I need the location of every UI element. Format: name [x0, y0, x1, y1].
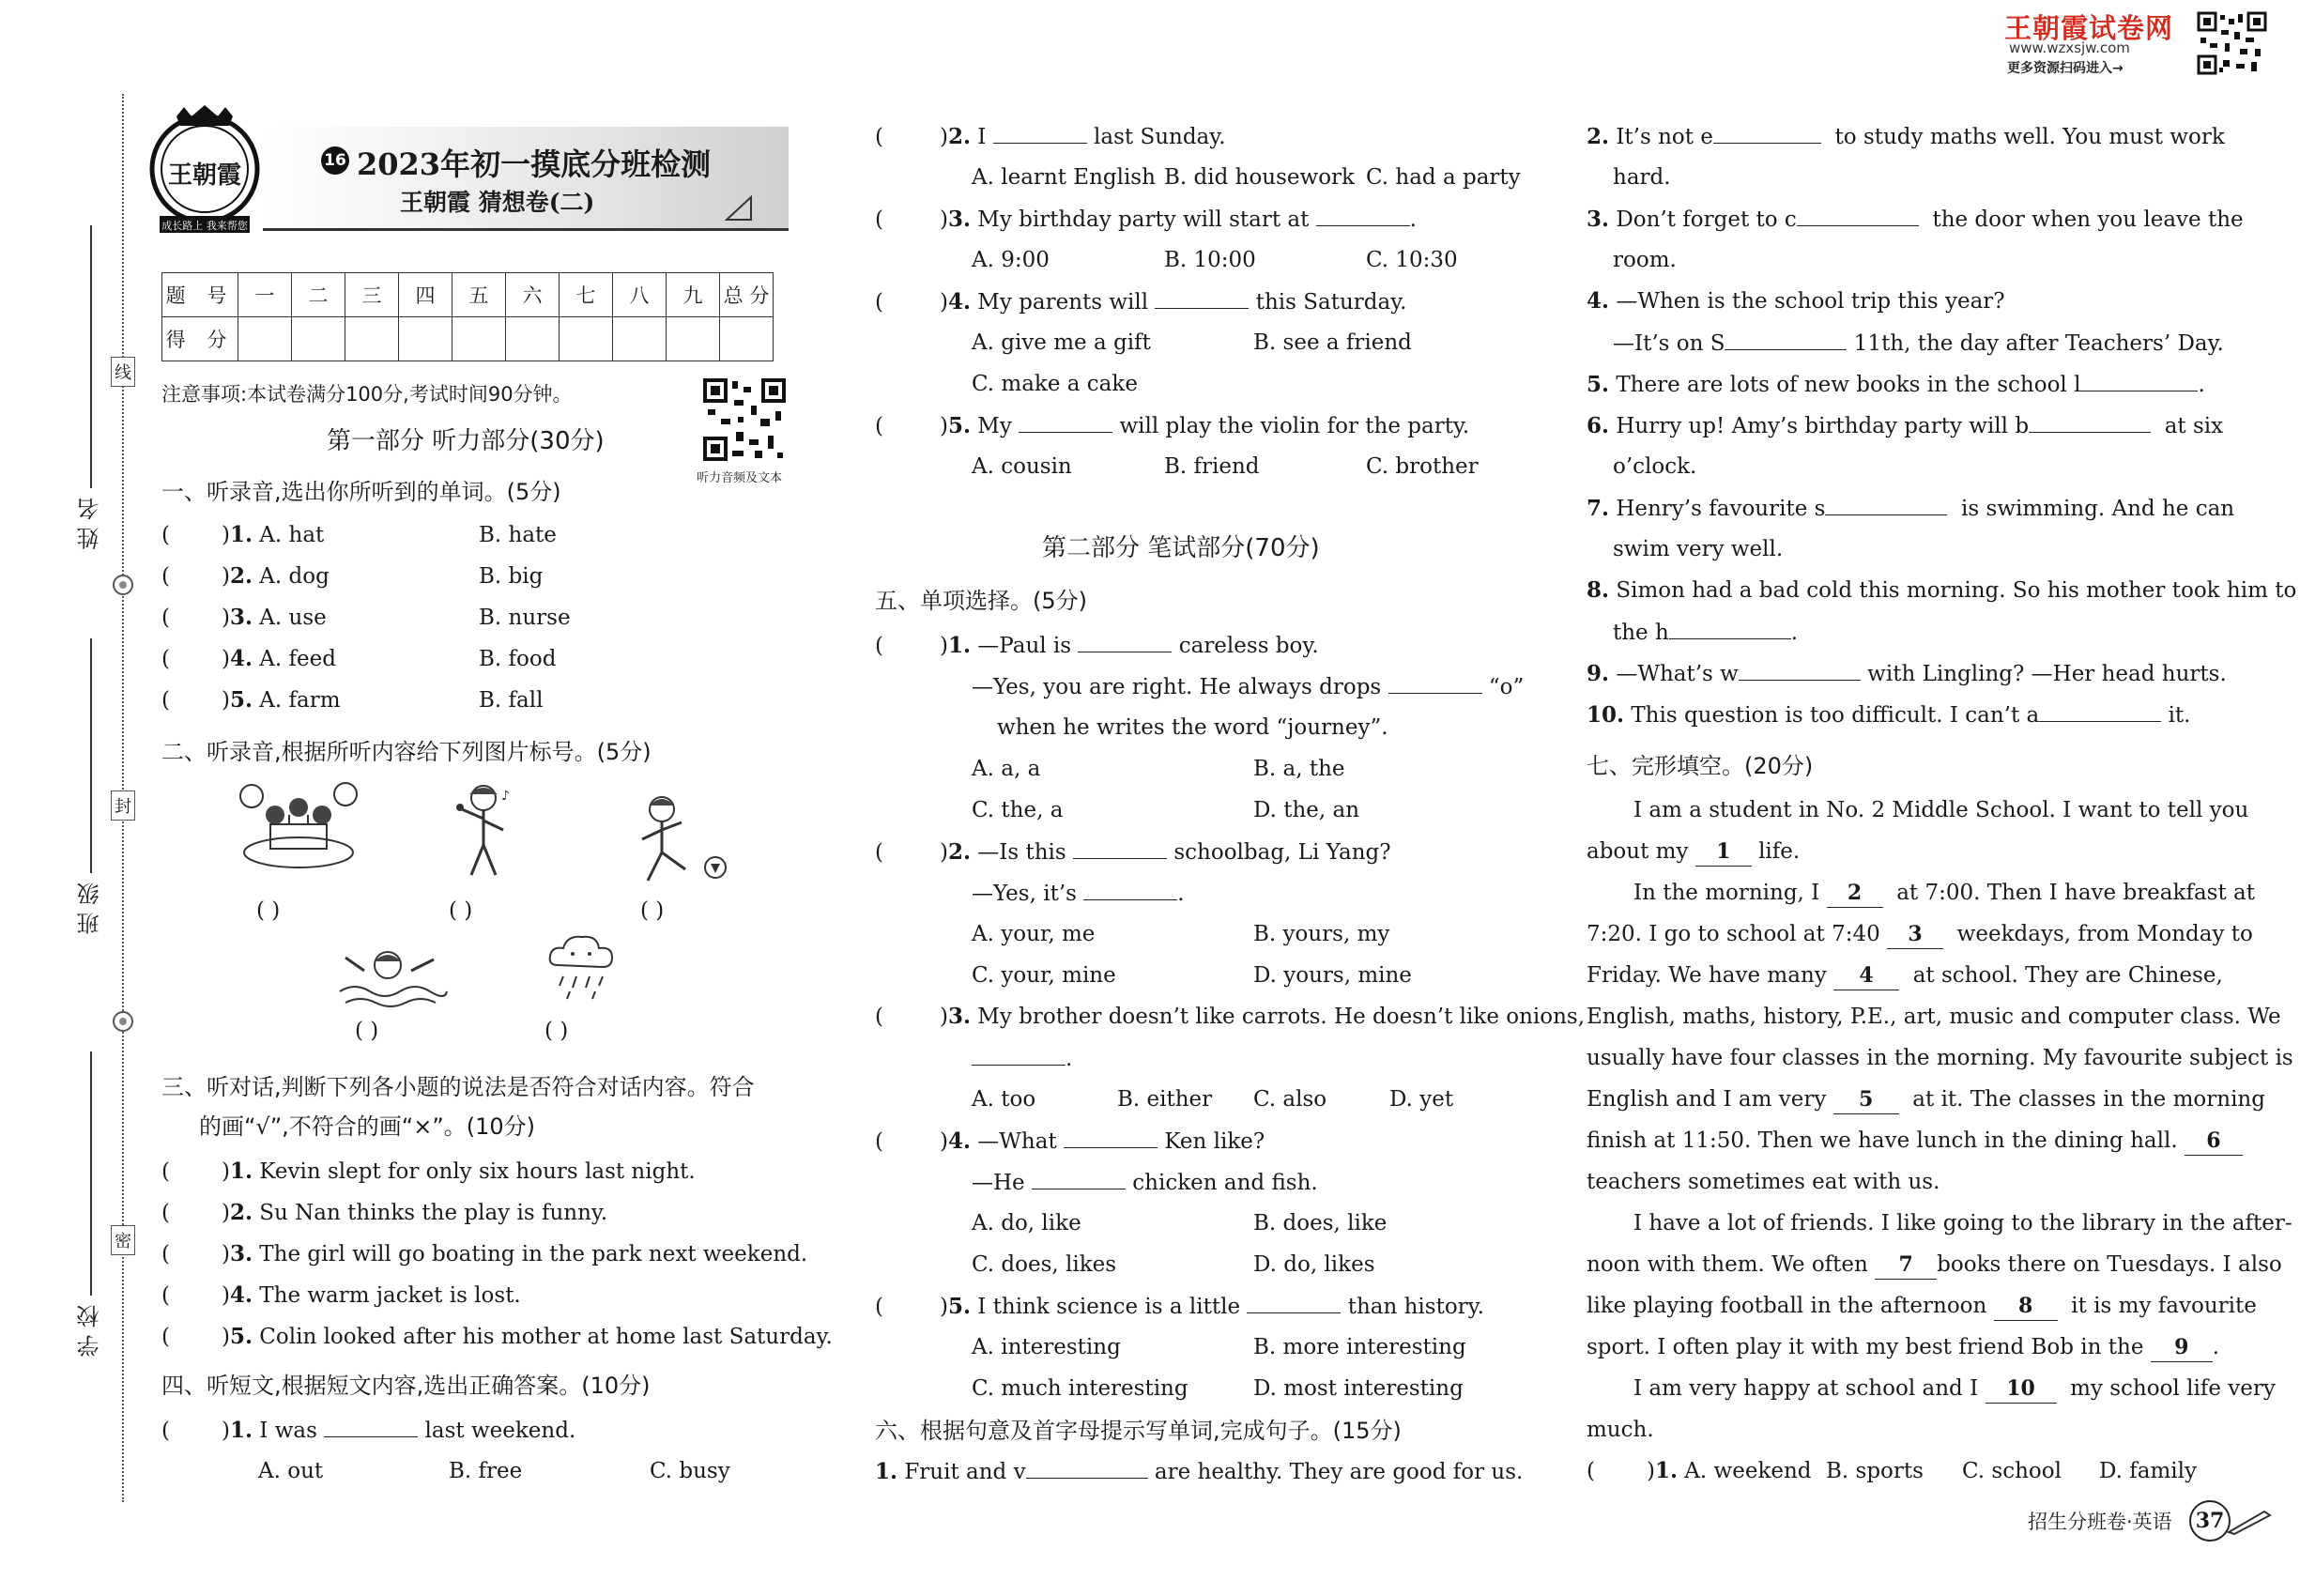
option-b: B. a, the	[1253, 757, 1345, 781]
cloze-line: teachers sometimes eat with us.	[1587, 1170, 1940, 1194]
swimming-boy-picture	[336, 937, 449, 1012]
score-cell[interactable]	[560, 317, 613, 361]
picture-label-slot[interactable]: ( )	[640, 898, 665, 923]
cloze-line: sport. I often play it with my best friend Bob in the 9 .	[1587, 1333, 2219, 1362]
fill-item-cont: hard.	[1613, 165, 1671, 190]
blank[interactable]	[1078, 631, 1172, 652]
listening-question: ( )4. My parents will this Saturday.	[875, 289, 1407, 315]
cloze-blank[interactable]: 6	[2185, 1127, 2243, 1156]
cloze-blank[interactable]: 1	[1695, 837, 1752, 867]
question-line: .	[972, 1044, 1072, 1073]
fill-item-cont: room.	[1613, 248, 1677, 272]
blank[interactable]	[972, 1044, 1066, 1066]
question-line: —He chicken and fish.	[972, 1168, 1318, 1197]
option-b: B. more interesting	[1253, 1335, 1466, 1359]
blank[interactable]	[1073, 837, 1167, 859]
fill-item-cont: the h .	[1613, 618, 1798, 647]
page-number: 37	[2189, 1500, 2231, 1542]
score-cell[interactable]	[399, 317, 452, 361]
cloze-blank[interactable]: 4	[1833, 961, 1899, 990]
blank[interactable]	[2039, 700, 2161, 722]
football-boy-picture	[620, 794, 728, 888]
score-table-header: 四	[399, 273, 452, 317]
seal-name: 王朝霞	[167, 161, 241, 190]
option-c: C. the, a	[972, 798, 1064, 822]
option-b: B. did housework	[1164, 165, 1355, 190]
option-a: A. your, me	[972, 922, 1096, 946]
option-d: D. yet	[1389, 1087, 1454, 1112]
option-c: C. brother	[1366, 454, 1479, 479]
cloze-line: finish at 11:50. Then we have lunch in the dining hall. 6	[1587, 1127, 2243, 1156]
listening-qr-code[interactable]	[702, 377, 787, 462]
score-table-header: 一	[238, 273, 292, 317]
blank[interactable]	[1032, 1168, 1126, 1189]
blank[interactable]	[1388, 672, 1482, 694]
sec5-title: 五、单项选择。(5分)	[875, 588, 1087, 614]
score-table-header: 六	[506, 273, 560, 317]
option-d: D. yours, mine	[1253, 963, 1412, 988]
blank[interactable]	[324, 1416, 418, 1437]
score-table-header: 二	[292, 273, 345, 317]
binding-mark-line: 线	[111, 357, 135, 387]
option-a: A. interesting	[972, 1335, 1121, 1359]
cloze-line: Friday. We have many 4 at school. They are Chinese,	[1587, 961, 2223, 990]
option-d: D. most interesting	[1253, 1376, 1464, 1401]
option-b: B. yours, my	[1253, 922, 1390, 946]
option-d: D. do, likes	[1253, 1252, 1375, 1277]
fill-item-cont: —It’s on S 11th, the day after Teachers’ Day.	[1613, 329, 2224, 358]
sec4-title: 四、听短文,根据短文内容,选出正确答案。(10分)	[161, 1373, 651, 1399]
name-label: 姓 名	[77, 498, 103, 550]
picture-label-slot[interactable]: ( )	[256, 898, 281, 923]
score-table-header: 题 号	[162, 273, 238, 317]
sec7-title: 七、完形填空。(20分)	[1587, 753, 1814, 779]
option-a: A. a, a	[972, 757, 1041, 781]
cloze-blank[interactable]: 8	[1994, 1292, 2058, 1321]
picture-label-slot[interactable]: ( )	[544, 1019, 569, 1043]
blank[interactable]	[1316, 205, 1410, 226]
score-cell[interactable]	[720, 317, 774, 361]
name-field-line	[90, 225, 92, 488]
option-b: B. nurse	[479, 606, 571, 630]
blank[interactable]	[2029, 411, 2151, 433]
cloze-line: noon with them. We often 7 books there on Tuesdays. I also	[1587, 1251, 2282, 1280]
cloze-blank[interactable]: 10	[1986, 1374, 2057, 1404]
option-b: B. free	[449, 1459, 523, 1483]
cloze-line: 7:20. I go to school at 7:40 3 weekdays, from Monday to	[1587, 920, 2253, 949]
judgement-item: ( )5. Colin looked after his mother at home last Saturday.	[161, 1324, 833, 1349]
option-c: C. school	[1962, 1459, 2062, 1483]
svg-text:♪: ♪	[501, 789, 510, 804]
choice-question: ( )5. I think science is a little than history.	[875, 1294, 1484, 1319]
sec2-title: 二、听录音,根据所听内容给下列图片标号。(5分)	[161, 739, 652, 765]
picture-label-slot[interactable]: ( )	[355, 1019, 379, 1043]
seal-motto: 成长路上 我来帮您	[161, 220, 248, 232]
fill-item: 3. Don’t forget to c the door when you leave the	[1587, 207, 2244, 232]
score-row-label: 得 分	[162, 317, 238, 361]
cloze-question: ( )1. A. weekend	[1587, 1458, 1812, 1483]
choice-question: ( )1. —Paul is careless boy.	[875, 633, 1319, 658]
judgement-item: ( )2. Su Nan thinks the play is funny.	[161, 1200, 608, 1225]
blank[interactable]	[1713, 122, 1821, 144]
option-c: C. does, likes	[972, 1252, 1117, 1277]
score-cell[interactable]	[452, 317, 506, 361]
cloze-line: much.	[1587, 1418, 1654, 1442]
singing-boy-picture	[441, 781, 526, 884]
score-table-header: 三	[345, 273, 399, 317]
cloze-line: In the morning, I 2 at 7:00. Then I have breakfast at	[1633, 879, 2255, 908]
blank[interactable]	[993, 122, 1087, 144]
score-cell[interactable]	[667, 317, 720, 361]
header-badge: 16	[321, 146, 349, 175]
option-c: C. also	[1253, 1087, 1327, 1112]
cloze-line: I am a student in No. 2 Middle School. I want to tell you	[1633, 798, 2249, 822]
option-c: C. make a cake	[972, 372, 1138, 396]
blank[interactable]	[1669, 618, 1791, 639]
fill-item-cont: o’clock.	[1613, 454, 1697, 479]
cloze-blank[interactable]: 5	[1833, 1085, 1899, 1114]
cloze-line: about my 1 life.	[1587, 837, 1800, 867]
blank[interactable]	[1725, 329, 1847, 350]
option-c: C. much interesting	[972, 1376, 1188, 1401]
score-cell[interactable]	[613, 317, 667, 361]
score-cell[interactable]	[292, 317, 345, 361]
score-table	[161, 272, 774, 361]
option-b: B. food	[479, 647, 557, 671]
fill-item: 2. It’s not e to study maths well. You must work	[1587, 124, 2225, 149]
blank[interactable]	[1247, 1292, 1341, 1313]
sec1-title: 一、听录音,选出你所听到的单词。(5分)	[161, 479, 561, 505]
option-a: A. too	[972, 1087, 1036, 1112]
score-cell[interactable]	[345, 317, 399, 361]
question-item: ( )2. A. dog	[161, 563, 330, 589]
listening-question: ( )5. My will play the violin for the party.	[875, 413, 1470, 438]
option-b: B. sports	[1826, 1459, 1924, 1483]
class-label: 班 级	[77, 882, 103, 935]
question-line: —Yes, it’s .	[972, 879, 1185, 908]
listening-question: ( )3. My birthday party will start at .	[875, 207, 1417, 232]
blank[interactable]	[2080, 370, 2198, 391]
option-b: B. see a friend	[1253, 330, 1412, 355]
option-b: B. does, like	[1253, 1211, 1388, 1235]
binding-mark-seal: 封	[111, 790, 135, 821]
choice-question: ( )3. My brother doesn’t like carrots. He doesn’t like onions,	[875, 1004, 1586, 1029]
choice-question: ( )4. —What Ken like?	[875, 1128, 1265, 1154]
question-line: —Yes, you are right. He always drops “o”	[972, 672, 1524, 701]
option-b: B. big	[479, 564, 544, 589]
fill-item: 1. Fruit and v are healthy. They are good for us.	[875, 1459, 1524, 1484]
brand-slogan: 更多资源扫码进入→	[2007, 61, 2124, 76]
option-b: B. friend	[1164, 454, 1260, 479]
choice-question: ( )2. —Is this schoolbag, Li Yang?	[875, 839, 1391, 865]
listening-question: ( )2. I last Sunday.	[875, 124, 1226, 149]
ruler-icon	[725, 195, 753, 222]
blank[interactable]	[1739, 659, 1861, 681]
cloze-blank[interactable]: 2	[1827, 879, 1883, 908]
question-line: when he writes the word “journey”.	[997, 715, 1388, 740]
question-item: ( )3. A. use	[161, 605, 327, 630]
picture-label-slot[interactable]: ( )	[449, 898, 473, 923]
binding-mark-secret: 密	[111, 1225, 135, 1255]
judgement-item: ( )3. The girl will go boating in the park next weekend.	[161, 1241, 808, 1266]
option-a: A. cousin	[972, 454, 1072, 479]
fill-item: 9. —What’s w with Lingling? —Her head hurts.	[1587, 661, 2227, 686]
school-label: 学 校	[77, 1305, 103, 1358]
blank[interactable]	[1019, 411, 1112, 433]
fill-item: 10. This question is too difficult. I can’t a it.	[1587, 702, 2191, 728]
sec3-title-cont: 的画“√”,不符合的画“×”。(10分)	[199, 1113, 536, 1140]
cloze-line: usually have four classes in the morning. My favourite subject is	[1587, 1046, 2293, 1070]
brand-seal-logo	[148, 105, 261, 237]
question-item: ( )1. A. hat	[161, 522, 325, 547]
score-table-header: 五	[452, 273, 506, 317]
blank[interactable]	[1797, 205, 1919, 226]
option-c: C. had a party	[1366, 165, 1521, 190]
option-c: C. 10:30	[1366, 248, 1458, 272]
qr-caption: 听力音频及文本	[697, 471, 783, 485]
notice-text: 注意事项:本试卷满分100分,考试时间90分钟。	[161, 383, 573, 406]
pen-icon	[2227, 1508, 2274, 1536]
judgement-item: ( )1. Kevin slept for only six hours last night.	[161, 1159, 696, 1184]
option-b: B. 10:00	[1164, 248, 1256, 272]
option-a: A. give me a gift	[972, 330, 1151, 355]
school-field-line	[90, 1051, 92, 1296]
blank[interactable]	[1155, 287, 1249, 309]
cloze-blank[interactable]: 7	[1875, 1251, 1937, 1280]
score-table-header: 总 分	[720, 273, 774, 317]
page-title: 2023年初一摸底分班检测	[357, 146, 712, 182]
blank[interactable]	[1825, 494, 1947, 515]
listening-question: ( )1. I was last weekend.	[161, 1418, 576, 1443]
sec6-title: 六、根据句意及首字母提示写单词,完成句子。(15分)	[875, 1418, 1402, 1444]
sec3-title: 三、听对话,判断下列各小题的说法是否符合对话内容。符合	[161, 1074, 755, 1100]
option-c: C. busy	[650, 1459, 730, 1483]
score-table-header: 七	[560, 273, 613, 317]
option-c: C. your, mine	[972, 963, 1116, 988]
option-a: A. out	[258, 1459, 324, 1483]
part2-title: 第二部分 笔试部分(70分)	[1042, 534, 1320, 562]
question-item: ( )4. A. feed	[161, 646, 336, 671]
fill-item: 6. Hurry up! Amy’s birthday party will b at six	[1587, 413, 2224, 438]
option-b: B. fall	[479, 688, 544, 713]
footer-label: 招生分班卷·英语	[2028, 1511, 2172, 1533]
option-b: B. hate	[479, 523, 557, 547]
brand-name: 王朝霞试卷网	[2004, 12, 2174, 44]
fill-item: 8. Simon had a bad cold this morning. So his mother took him to	[1587, 577, 2297, 603]
option-a: A. do, like	[972, 1211, 1081, 1235]
fill-item-cont: swim very well.	[1613, 537, 1784, 561]
binding-hole-icon	[111, 1009, 135, 1034]
class-field-line	[90, 638, 92, 873]
page-subtitle: 王朝霞 猜想卷(二)	[400, 189, 595, 216]
option-d: D. the, an	[1253, 798, 1360, 822]
score-table-header: 八	[613, 273, 667, 317]
score-cell[interactable]	[506, 317, 560, 361]
judgement-item: ( )4. The warm jacket is lost.	[161, 1282, 521, 1308]
fill-item: 7. Henry’s favourite s is swimming. And he can	[1587, 496, 2235, 521]
blank[interactable]	[1083, 879, 1177, 900]
score-table-header: 九	[667, 273, 720, 317]
cloze-line: like playing football in the afternoon 8 it is my favourite	[1587, 1292, 2257, 1321]
score-cell[interactable]	[238, 317, 292, 361]
option-d: D. family	[2099, 1459, 2197, 1483]
cloze-line: I have a lot of friends. I like going to the library in the after-	[1633, 1211, 2292, 1235]
option-a: A. learnt English	[972, 165, 1156, 190]
brand-url[interactable]: www.wzxsjw.com	[2009, 39, 2130, 56]
cloze-line: English, maths, history, P.E., art, music and computer class. We	[1587, 1005, 2281, 1029]
cloze-blank[interactable]: 3	[1887, 920, 1943, 949]
rain-cloud-picture	[544, 929, 620, 1005]
fill-item: 5. There are lots of new books in the school l .	[1587, 372, 2205, 397]
binding-hole-icon	[111, 573, 135, 597]
blank[interactable]	[1064, 1127, 1158, 1148]
part1-title: 第一部分 听力部分(30分)	[327, 427, 605, 455]
cloze-line: I am very happy at school and I 10 my school life very	[1633, 1374, 2276, 1404]
fill-item: 4. —When is the school trip this year?	[1587, 288, 2005, 314]
option-a: A. 9:00	[972, 248, 1050, 272]
blank[interactable]	[1026, 1457, 1148, 1479]
question-item: ( )5. A. farm	[161, 687, 341, 713]
cloze-line: English and I am very 5 at it. The classes in the morning	[1587, 1085, 2265, 1114]
party-picture	[233, 777, 364, 881]
brand-qr-code[interactable]	[2197, 11, 2267, 75]
cloze-blank[interactable]: 9	[2151, 1333, 2213, 1362]
option-b: B. either	[1117, 1087, 1213, 1112]
